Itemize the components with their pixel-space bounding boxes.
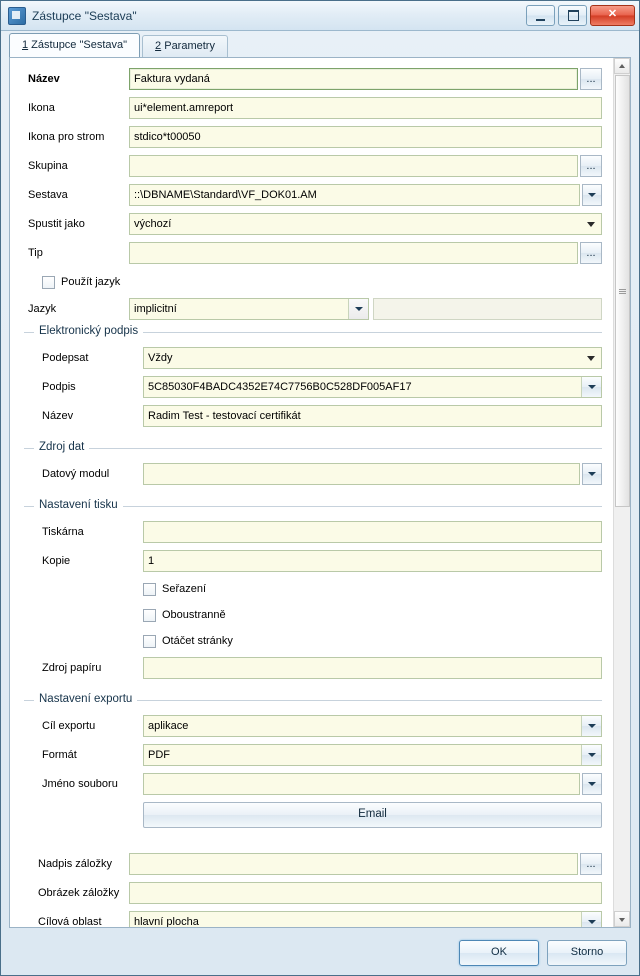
datovy-modul-dropdown-button[interactable]: [582, 463, 602, 485]
sestava-dropdown-button[interactable]: [582, 184, 602, 206]
label-skupina: Skupina: [28, 160, 68, 172]
scroll-up-button[interactable]: [614, 58, 630, 74]
pouzit-jazyk-label: Použít jazyk: [61, 276, 121, 288]
tab-2-mnemonic: 2: [155, 40, 162, 52]
form-panel: [9, 57, 631, 928]
form-scroll-area: [10, 58, 614, 927]
window-controls: [526, 5, 635, 26]
label-spustit-jako: Spustit jako: [28, 218, 85, 230]
label-nadpis-zalozky: Nadpis záložky: [38, 858, 112, 870]
label-format: Formát: [42, 749, 77, 761]
datovy-modul-input[interactable]: [143, 463, 580, 485]
row-cilova-oblast: [24, 911, 602, 927]
jazyk-secondary-field: [373, 298, 602, 320]
ok-button[interactable]: OK: [459, 940, 539, 966]
row-oboustranne[interactable]: [38, 605, 602, 625]
label-kopie: Kopie: [42, 555, 71, 567]
label-tip: Tip: [28, 247, 43, 259]
tab-2-label: Parametry: [161, 40, 215, 52]
row-sestava: [24, 184, 602, 206]
row-zdroj-papiru: [38, 657, 602, 679]
row-podepsat: [38, 347, 602, 369]
nazev-input[interactable]: Faktura vydaná: [129, 68, 578, 90]
row-ikona: [24, 97, 602, 119]
podpis-nazev-input[interactable]: Radim Test - testovací certifikát: [143, 405, 602, 427]
row-tiskarna: [38, 521, 602, 543]
nadpis-zalozky-ellipsis-button[interactable]: ...: [580, 853, 602, 875]
spustit-jako-select[interactable]: výchozí: [129, 213, 602, 235]
tab-1-mnemonic: 1: [22, 39, 29, 51]
group-nastaveni-exportu: [24, 693, 602, 833]
scroll-down-button[interactable]: [614, 911, 630, 927]
tip-ellipsis-button[interactable]: ...: [580, 242, 602, 264]
group-title-podpis: Elektronický podpis: [34, 325, 143, 337]
ikona-input[interactable]: ui*element.amreport: [129, 97, 602, 119]
jmeno-souboru-input[interactable]: [143, 773, 580, 795]
ikona-strom-input[interactable]: stdico*t00050: [129, 126, 602, 148]
row-skupina: [24, 155, 602, 177]
label-jmeno-souboru: Jméno souboru: [42, 778, 118, 790]
label-obrazek-zalozky: Obrázek záložky: [38, 887, 120, 899]
group-nastaveni-tisku: [24, 499, 602, 688]
label-podpis-nazev: Název: [42, 410, 74, 422]
label-podpis: Podpis: [42, 381, 76, 393]
cil-exportu-dropdown-arrow[interactable]: [581, 716, 601, 736]
storno-button[interactable]: Storno: [547, 940, 627, 966]
row-ikona-strom: [24, 126, 602, 148]
settings-form: [10, 58, 614, 927]
tab-zastupce-sestava[interactable]: [9, 33, 140, 57]
format-combo[interactable]: [143, 744, 602, 766]
group-title-export: Nastavení exportu: [34, 693, 137, 705]
label-podepsat: Podepsat: [42, 352, 89, 364]
podpis-dropdown-arrow[interactable]: [581, 377, 601, 397]
scrollbar-thumb[interactable]: [615, 75, 630, 507]
kopie-input[interactable]: 1: [143, 550, 602, 572]
label-zdroj-papiru: Zdroj papíru: [42, 662, 102, 674]
row-pouzit-jazyk[interactable]: [24, 272, 602, 292]
row-nazev: [24, 68, 602, 90]
close-button[interactable]: ✕: [590, 5, 635, 26]
format-value: PDF: [148, 749, 170, 761]
otacet-stranky-label: Otáčet stránky: [162, 635, 233, 647]
cilova-oblast-dropdown-arrow[interactable]: [581, 912, 601, 927]
email-button[interactable]: Email: [143, 802, 602, 828]
vertical-scrollbar[interactable]: [613, 58, 630, 927]
jazyk-combo[interactable]: [129, 298, 369, 320]
label-nazev: Název: [28, 73, 60, 85]
jazyk-dropdown-arrow[interactable]: [348, 299, 368, 319]
format-dropdown-arrow[interactable]: [581, 745, 601, 765]
scrollbar-grip: [616, 288, 629, 295]
podepsat-select[interactable]: Vždy: [143, 347, 602, 369]
group-title-tisk: Nastavení tisku: [34, 499, 123, 511]
app-icon: [8, 7, 26, 25]
oboustranne-checkbox[interactable]: [143, 609, 156, 622]
label-sestava: Sestava: [28, 189, 68, 201]
podpis-value: 5C85030F4BADC4352E74C7756B0C528DF005AF17: [148, 381, 412, 393]
row-tip: [24, 242, 602, 264]
label-ikona: Ikona: [28, 102, 55, 114]
row-jazyk: [24, 298, 602, 320]
cilova-oblast-combo[interactable]: [129, 911, 602, 927]
label-datovy-modul: Datový modul: [42, 468, 110, 480]
row-datovy-modul: [38, 463, 602, 485]
oboustranne-label: Oboustranně: [162, 609, 226, 621]
cilova-oblast-value: hlavní plocha: [134, 916, 199, 927]
group-zdroj-dat: [24, 441, 602, 494]
row-kopie: [38, 550, 602, 572]
sestava-input[interactable]: ::\DBNAME\Standard\VF_DOK01.AM: [129, 184, 580, 206]
cil-exportu-value: aplikace: [148, 720, 189, 732]
dialog-footer: [1, 930, 639, 975]
pouzit-jazyk-checkbox[interactable]: [42, 276, 55, 289]
nadpis-zalozky-input[interactable]: [129, 853, 578, 875]
tab-1-label: Zástupce "Sestava": [28, 39, 128, 51]
serazeni-checkbox[interactable]: [143, 583, 156, 596]
skupina-input[interactable]: [129, 155, 578, 177]
skupina-ellipsis-button[interactable]: ...: [580, 155, 602, 177]
row-format: [38, 744, 602, 766]
serazeni-label: Seřazení: [162, 583, 207, 595]
tab-parametry[interactable]: [142, 35, 228, 57]
tab-strip: [1, 31, 639, 57]
jmeno-souboru-dropdown-button[interactable]: [582, 773, 602, 795]
label-jazyk: Jazyk: [28, 303, 57, 315]
row-email-button: [38, 802, 602, 824]
window-title: Zástupce "Sestava": [32, 8, 137, 23]
row-podpis: [38, 376, 602, 398]
otacet-stranky-checkbox[interactable]: [143, 635, 156, 648]
row-nadpis-zalozky: [24, 853, 602, 875]
cil-exportu-combo[interactable]: [143, 715, 602, 737]
row-podpis-nazev: [38, 405, 602, 427]
label-ikona-strom: Ikona pro strom: [28, 131, 105, 143]
label-tiskarna: Tiskárna: [42, 526, 84, 538]
zdroj-papiru-input[interactable]: [143, 657, 602, 679]
row-spustit-jako: [24, 213, 602, 235]
podpis-combo[interactable]: [143, 376, 602, 398]
obrazek-zalozky-input[interactable]: [129, 882, 602, 904]
maximize-button[interactable]: [558, 5, 587, 26]
row-jmeno-souboru: [38, 773, 602, 795]
row-cil-exportu: [38, 715, 602, 737]
minimize-button[interactable]: [526, 5, 555, 26]
nazev-ellipsis-button[interactable]: ...: [580, 68, 602, 90]
row-serazeni[interactable]: [38, 579, 602, 599]
row-otacet-stranky[interactable]: [38, 631, 602, 651]
jazyk-value: implicitní: [134, 303, 177, 315]
row-obrazek-zalozky: [24, 882, 602, 904]
group-title-zdroj: Zdroj dat: [34, 441, 89, 453]
group-elektronicky-podpis: [24, 325, 602, 436]
label-cilova-oblast: Cílová oblast: [38, 916, 102, 927]
title-bar: [1, 1, 639, 31]
tiskarna-input[interactable]: [143, 521, 602, 543]
tip-input[interactable]: [129, 242, 578, 264]
label-cil-exportu: Cíl exportu: [42, 720, 96, 732]
